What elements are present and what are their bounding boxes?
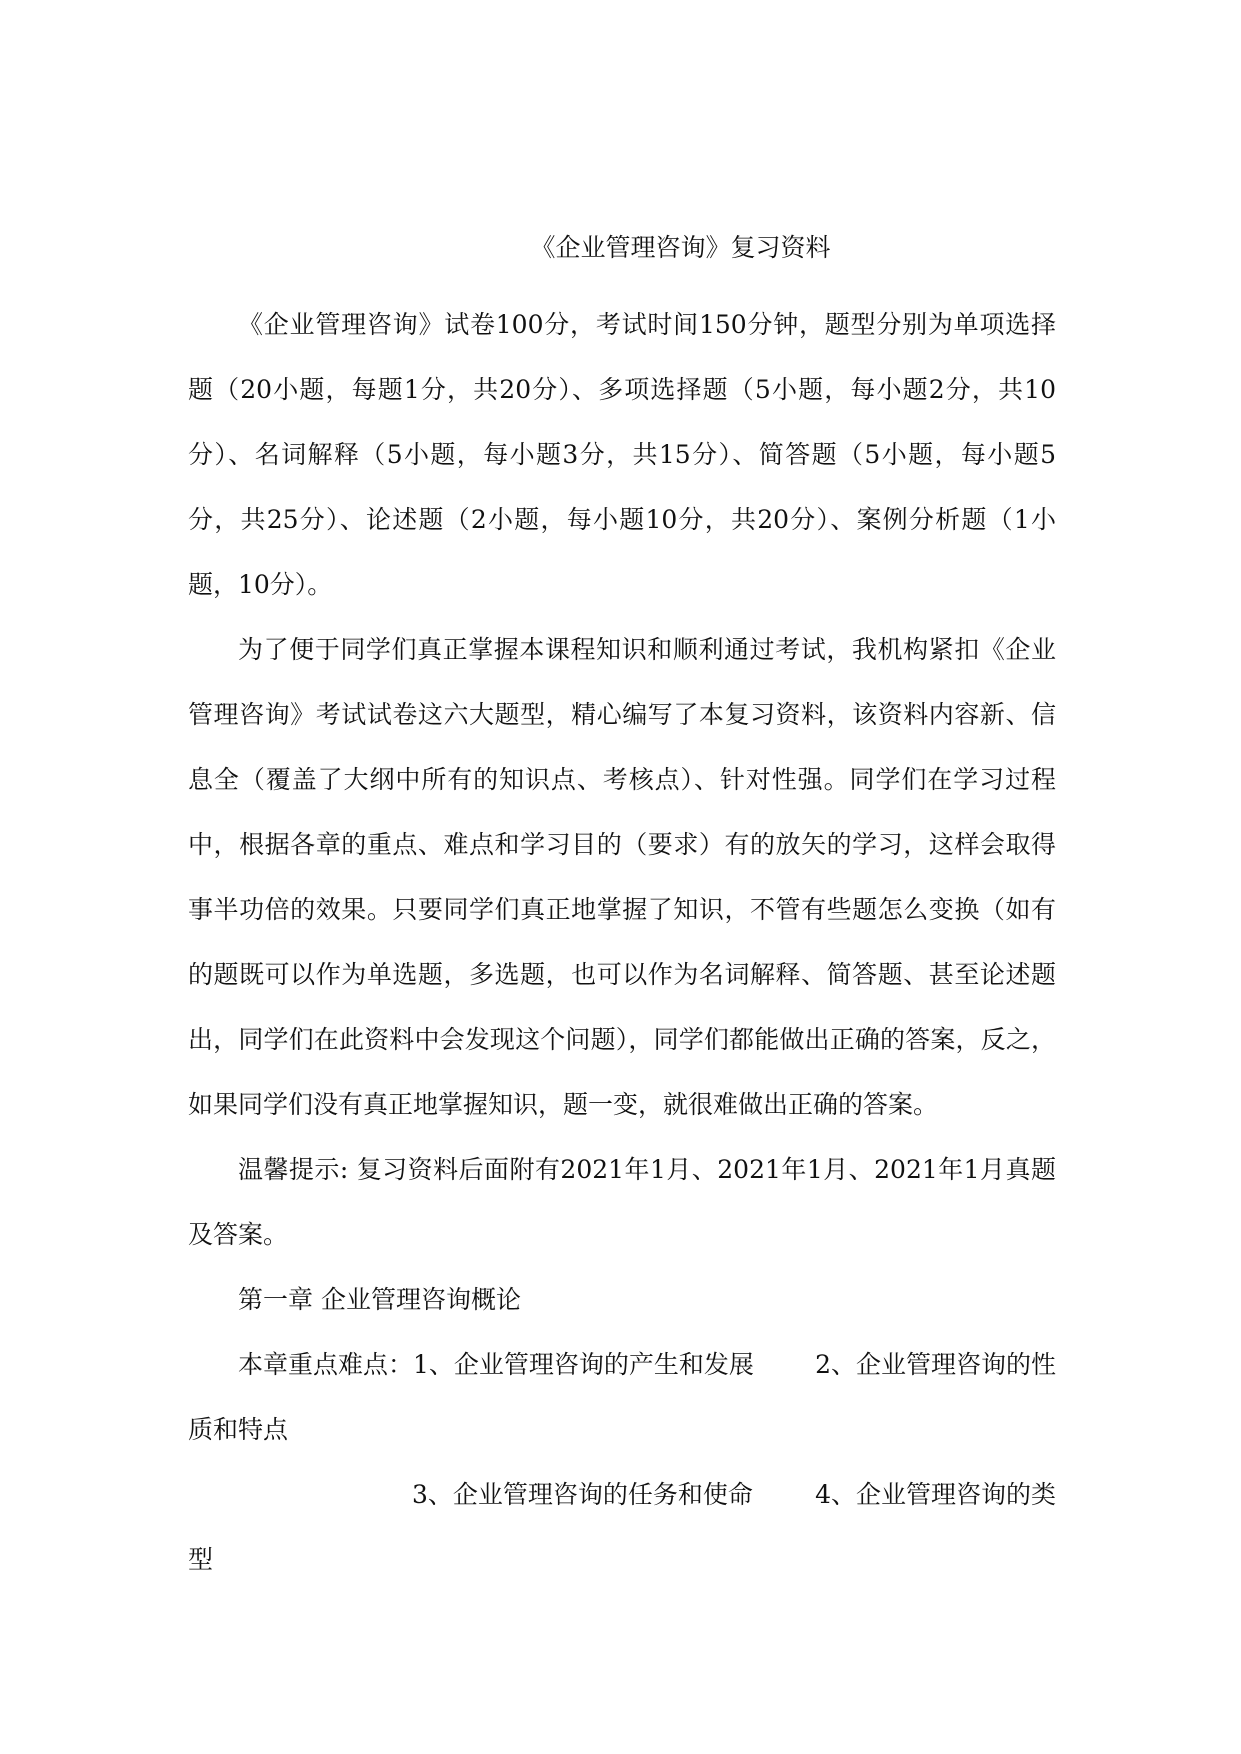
intro-paragraph: 为了便于同学们真正掌握本课程知识和顺利通过考试，我机构紧扣《企业管理咨询》考试试卷这六大题型，精心编写了本复习资料，该资料内容新、信息全（覆盖了大纲中所有的知识点、考核点）、针对性强。同学们在学习过程中，根据各章的重点、难点和学习目的（要求）有的放矢的学习，这样会取得事半功倍的效果。只要同学们真正地掌握了知识，不管有些题怎么变换（如有的题既可以作为单选题，多选题，也可以作为名词解释、简答题、甚至论述题出，同学们在此资料中会发现这个问题），同学们都能做出正确的答案，反之，如果同学们没有真正地掌握知识，题一变，就很难做出正确的答案。 <box>188 635 1056 1119</box>
key-points-block <box>188 1332 1056 1592</box>
key-point-item-3: 3、企业管理咨询的任务和使命 <box>412 1480 753 1509</box>
key-point-item-4-tail: 型 <box>188 1545 214 1574</box>
key-points-label: 本章重点难点： <box>238 1350 414 1379</box>
key-points-line-1 <box>188 1332 1056 1397</box>
exam-format-paragraph: 《企业管理咨询》试卷100分，考试时间150分钟，题型分别为单项选择题（20小题，每题1分，共20分）、多项选择题（5小题，每小题2分，共10分）、名词解释（5小题，每小题3分，共15分）、简答题（5小题，每小题5分，共25分）、论述题（2小题，每小题10分，共20分）、案例分析题（1小题，10分）。 <box>188 310 1056 599</box>
document-title: 《企业管理咨询》复习资料 <box>530 233 831 262</box>
tip-paragraph: 温馨提示: 复习资料后面附有2021年1月、2021年1月、2021年1月真题及答案。 <box>188 1155 1056 1249</box>
chapter-heading: 第一章 企业管理咨询概论 <box>238 1285 521 1314</box>
key-point-item-4-head: 4、企业管理咨询的类 <box>815 1480 1056 1509</box>
key-points-line-2 <box>188 1462 1056 1527</box>
document-body <box>188 292 1056 1592</box>
key-point-item-2-head: 2、企业管理咨询的性 <box>815 1350 1056 1379</box>
key-point-item-2-tail: 质和特点 <box>188 1415 289 1444</box>
key-points-left <box>238 1332 754 1397</box>
key-point-item-1: 1、企业管理咨询的产生和发展 <box>413 1350 754 1379</box>
